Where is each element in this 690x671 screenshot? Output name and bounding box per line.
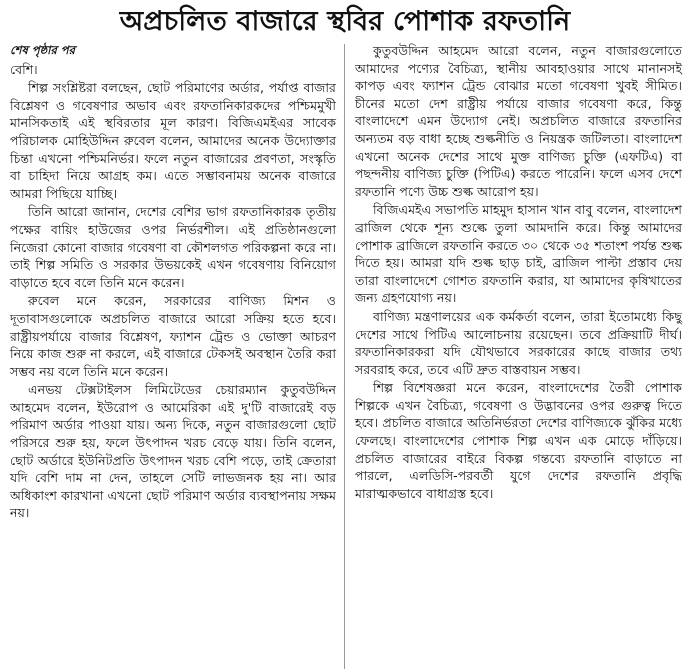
paragraph: শিল্প সংশ্লিষ্টরা বলছেন, ছোট পরিমাণের অর্ডার, পর্যাপ্ত বাজার বিশ্লেষণ ও গবেষণার অভাব এবং রফতানিকারকদের পশ্চিমমুখী মানসিকতাই এই স্থবিরতার মূল কারণ। বিজিএমইএর সাবেক পরিচালক মোহিউদ্দিন রুবেল বলেন, আমাদের অনেক উদ্যোক্তার চিন্তা এখনো পশ্চিমনির্ভর। ফলে নতুন বাজারের প্রবণতা, সংস্কৃতি বা চাহিদা নিয়ে আগ্রহ কম। এতে সম্ভাবনাময় অনেক বাজারে আমরা পিছিয়ে যাচ্ছি। <box>10 80 336 201</box>
paragraph: বিজিএমইএ সভাপতি মাহমুদ হাসান খান বাবু বলেন, বাংলাদেশ ব্রাজিল থেকে শূন্য শুল্কে তুলা আমদানি করে। কিন্তু আমাদের পোশাক ব্রাজিলে রফতানি করতে ৩০ থেকে ৩৫ শতাংশ পর্যন্ত শুল্ক দিতে হয়। আমরা যদি শুল্ক ছাড় চাই, ব্রাজিল পাল্টা প্রস্তাব দেয় তারা বাংলাদেশে গোশত রফতানি করার, যা আমাদের কৃষিখাতের জন্য গ্রহণযোগ্য নয়। <box>355 202 682 306</box>
continuation-kicker: শেষ পৃষ্ঠার পর <box>10 43 75 57</box>
article-headline: অপ্রচলিত বাজারে স্থবির পোশাক রফতানি <box>119 6 571 37</box>
paragraph: এনভয় টেক্সটাইলস লিমিটেডের চেয়ারম্যান কুতুবউদ্দিন আহমেদ বলেন, ইউরোপ ও আমেরিকা এই দু'টি বাজারেই বড় পরিমাণ অর্ডার পাওয়া যায়। অন্য দিকে, নতুন বাজারগুলো ছোট পরিসরে শুরু হয়, ফলে উৎপাদন খরচ বেড়ে যায়। তিনি বলেন, ছোট অর্ডারে ইউনিটপ্রতি উৎপাদন খরচ বেশি পড়ে, তাই ক্রেতারা যদি বেশি দাম না দেন, তাহলে সেটি লাভজনক হয় না। আর অধিকাংশ কারখানা এখনো ছোট পরিমাণ অর্ডার ব্যবস্থাপনায় সক্ষম নয়। <box>10 382 336 521</box>
paragraph: রুবেল মনে করেন, সরকারের বাণিজ্য মিশন ও দূতাবাসগুলোকে অপ্রচলিত বাজারে আরো সক্রিয় হতে হবে। রাষ্ট্রীয়পর্যায়ে বাজার বিশ্লেষণ, ফ্যাশন ট্রেন্ড ও ভোক্তা আচরণ নিয়ে কাজ শুরু না করলে, এই বাজারে টেকসই অবস্থান তৈরি করা সম্ভব নয় বলে তিনি মনে করেন। <box>10 293 336 379</box>
article-column-right <box>355 42 682 502</box>
paragraph: বেশি। <box>10 61 38 77</box>
article-column-left <box>10 42 336 522</box>
paragraph: বাণিজ্য মন্ত্রণালয়ের এক কর্মকর্তা বলেন, তারা ইতোমধ্যে কিছু দেশের সাথে পিটিএ আলোচনায় রয়েছেন। তবে প্রক্রিয়াটি দীর্ঘ। রফতানিকারকরা যদি যৌথভাবে সরকারের কাছে বাজার তথ্য সরবরাহ করে, তবে এটি দ্রুত বাস্তবায়ন সম্ভব। <box>355 308 682 377</box>
paragraph: তিনি আরো জানান, দেশের বেশির ভাগ রফতানিকারক তৃতীয় পক্ষের বায়িং হাউজের ওপর নির্ভরশীল। এই প্রতিষ্ঠানগুলো নিজেরা কোনো বাজার গবেষণা বা কৌশলগত পরিকল্পনা করে না। তাই শিল্প সমিতি ও সরকার উভয়কেই এখন গবেষণায় বিনিয়োগ বাড়াতে হবে বলে তিনি মনে করেন। <box>10 204 336 290</box>
paragraph: কুতুবউদ্দিন আহমেদ আরো বলেন, নতুন বাজারগুলোতে আমাদের পণ্যের বৈচিত্র্য, স্থানীয় আবহাওয়ার সাথে মানানসই কাপড় এবং ফ্যাশন ট্রেন্ড বোঝার মতো গবেষণা খুবই সীমিত। চীনের মতো দেশ রাষ্ট্রীয় পর্যায়ে বাজার গবেষণা করে, কিন্তু বাংলাদেশে এমন উদ্যোগ নেই। অপ্রচলিত বাজারে রফতানির অন্যতম বড় বাধা হচ্ছে শুল্কনীতি ও নিয়ন্ত্রক জটিলতা। বাংলাদেশ এখনো অনেক দেশের সাথে মুক্ত বাণিজ্য চুক্তি (এফটিএ) বা পছন্দনীয় বাণিজ্য চুক্তি (পিটিএ) করতে পারেনি। ফলে এসব দেশে রফতানি পণ্যে উচ্চ শুল্ক আরোপ হয়। <box>355 43 682 199</box>
column-divider <box>344 44 345 669</box>
paragraph: শিল্প বিশেষজ্ঞরা মনে করেন, বাংলাদেশের তৈরী পোশাক শিল্পকে এখন বৈচিত্র্য, গবেষণা ও উদ্ভাবনের ওপর গুরুত্ব দিতে হবে। প্রচলিত বাজারে অতিনির্ভরতা দেশের বাণিজ্যকে ঝুঁকির মধ্যে ফেলছে। বাংলাদেশের পোশাক শিল্প এখন এক মোড়ে দাঁড়িয়ে। প্রচলিত বাজারের বাইরে বিকল্প গন্তব্যে রফতানি বাড়াতে না পারলে, এলডিসি-পরবর্তী যুগে দেশের রফতানি প্রবৃদ্ধি মারাত্মকভাবে বাধাগ্রস্ত হবে। <box>355 380 682 501</box>
